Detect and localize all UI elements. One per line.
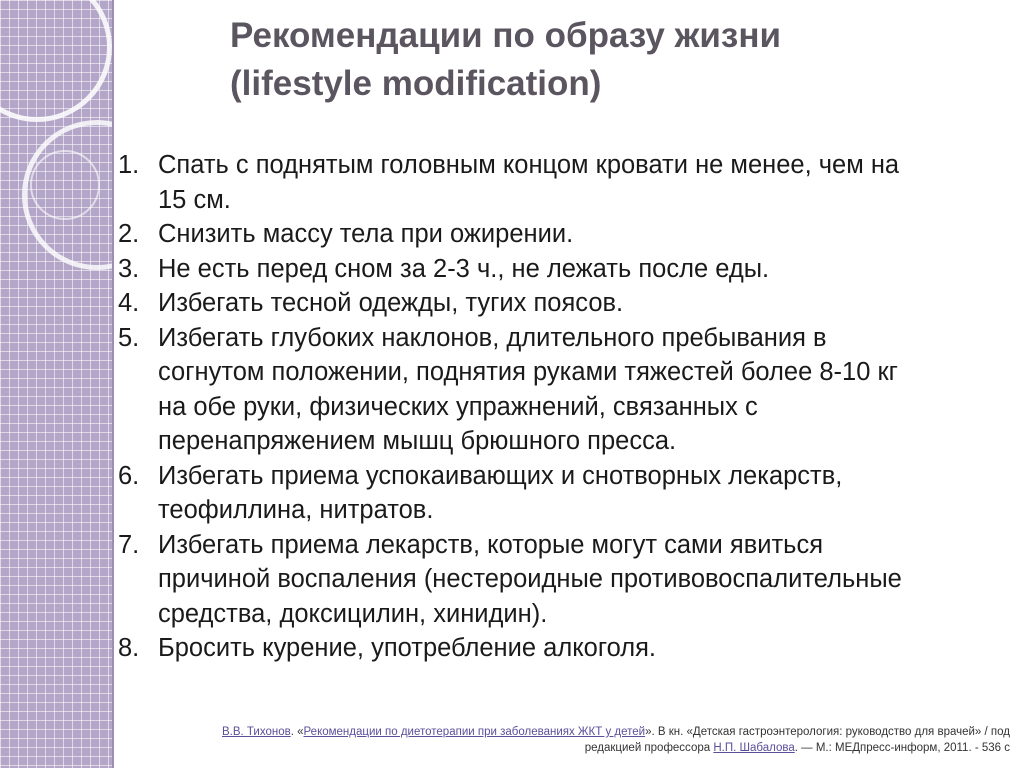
recommendation-line: Не есть перед сном за 2-3 ч., не лежать после еды. <box>158 254 770 283</box>
recommendation-item <box>118 252 998 287</box>
recommendation-number: 6. <box>118 461 140 490</box>
recommendation-line: теофиллина, нитратов. <box>158 496 434 524</box>
slide-title-line-1: Рекомендации по образу жизни <box>230 16 781 55</box>
recommendation-item <box>118 528 998 632</box>
citation-publisher: . — М.: МЕДпресс-информ, 2011. - 536 с <box>794 742 1010 754</box>
recommendation-item <box>118 321 998 459</box>
decorative-ring-top <box>0 0 112 122</box>
recommendation-text <box>158 528 998 632</box>
citation-footer <box>130 724 1010 756</box>
recommendation-line: Избегать глубоких наклонов, длительного пребывания в <box>158 323 827 352</box>
decorative-side-strip <box>0 0 112 768</box>
side-strip-divider <box>112 0 114 768</box>
author-link[interactable]: В.В. Тихонов <box>221 726 291 738</box>
recommendation-line: причиной воспаления (нестероидные противовоспалительные <box>158 565 902 593</box>
slide-title-line-2: (lifestyle modification) <box>230 64 602 103</box>
recommendation-line: Спать с поднятым головным концом кровати не менее, чем на <box>158 151 900 179</box>
recommendation-text <box>158 631 998 666</box>
citation-separator: . « <box>290 726 304 738</box>
citation-line-1 <box>130 724 1010 740</box>
citation-editor-prefix: редакцией профессора <box>584 742 714 754</box>
recommendation-line: Избегать приема лекарств, которые могут сами явиться <box>158 530 824 559</box>
recommendations-list <box>118 148 998 666</box>
recommendation-item <box>118 148 998 217</box>
recommendation-item <box>118 286 998 321</box>
recommendation-line: перенапряжением мышц брюшного пресса. <box>158 427 677 455</box>
recommendation-number: 8. <box>118 634 140 662</box>
recommendation-text <box>158 217 998 252</box>
decorative-ring-small <box>30 150 100 220</box>
recommendation-line: на обе руки, физических упражнений, связанных с <box>158 392 758 421</box>
citation-book: ». В кн. «Детская гастроэнтерология: руководство для врачей» / под <box>645 726 1010 738</box>
recommendation-number: 1. <box>118 151 140 179</box>
recommendation-text <box>158 286 998 321</box>
recommendation-item <box>118 459 998 528</box>
recommendation-number: 2. <box>118 220 140 248</box>
recommendation-line: Бросить курение, употребление алкоголя. <box>158 634 656 662</box>
recommendation-text <box>158 252 998 287</box>
citation-line-2 <box>130 740 1010 756</box>
recommendation-text <box>158 321 998 459</box>
recommendation-number: 4. <box>118 289 140 317</box>
recommendation-line: Избегать приема успокаивающих и снотворных лекарств, <box>158 461 843 490</box>
editor-link[interactable]: Н.П. Шабалова <box>713 742 795 754</box>
recommendation-line: Избегать тесной одежды, тугих поясов. <box>158 289 624 317</box>
recommendation-number: 3. <box>118 254 140 283</box>
article-link[interactable]: Рекомендации по диетотерапии при заболеваниях ЖКТ у детей <box>303 726 646 738</box>
recommendation-item <box>118 217 998 252</box>
recommendation-item <box>118 631 998 666</box>
recommendation-line: 15 см. <box>158 185 231 214</box>
recommendation-number: 7. <box>118 530 140 559</box>
recommendation-line: согнутом положении, поднятия руками тяжестей более 8-10 кг <box>158 358 898 386</box>
slide-title <box>230 12 990 108</box>
recommendation-text <box>158 459 998 528</box>
recommendation-line: Снизить массу тела при ожирении. <box>158 220 574 248</box>
recommendation-line: средства, доксицилин, хинидин). <box>158 599 548 628</box>
recommendation-number: 5. <box>118 323 140 352</box>
recommendation-text <box>158 148 998 217</box>
